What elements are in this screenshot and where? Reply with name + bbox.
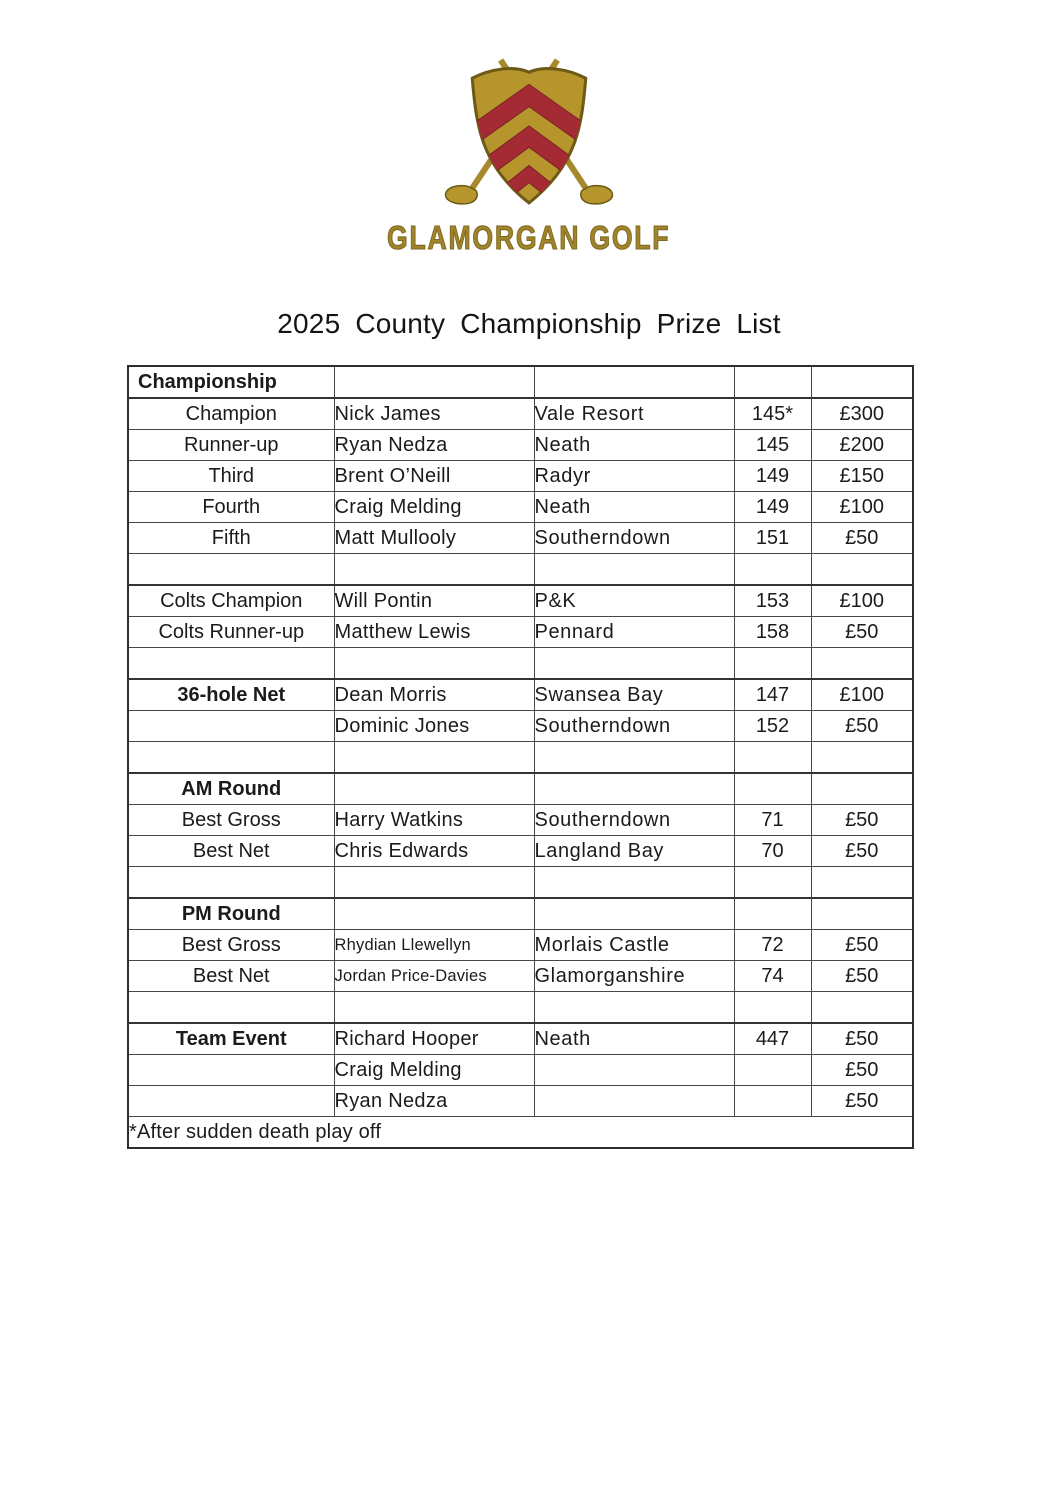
prize-cell xyxy=(811,898,913,930)
prize-cell: £50 xyxy=(811,1055,913,1086)
player-cell: Craig Melding xyxy=(334,1055,534,1086)
score-cell xyxy=(734,554,811,586)
score-cell: 145* xyxy=(734,398,811,430)
category-cell: Best Net xyxy=(128,961,334,992)
score-cell: 71 xyxy=(734,805,811,836)
player-cell xyxy=(334,898,534,930)
score-cell: 153 xyxy=(734,585,811,617)
category-cell: Team Event xyxy=(128,1023,334,1055)
score-cell: 72 xyxy=(734,930,811,961)
score-cell: 447 xyxy=(734,1023,811,1055)
score-cell: 70 xyxy=(734,836,811,867)
table-row xyxy=(128,836,913,867)
table-row xyxy=(128,492,913,523)
glamorgan-golf-crest-icon xyxy=(440,58,618,210)
table-row xyxy=(128,961,913,992)
score-cell: 151 xyxy=(734,523,811,554)
club-cell: Pennard xyxy=(534,617,734,648)
spacer-row xyxy=(128,648,913,680)
player-cell: Ryan Nedza xyxy=(334,430,534,461)
player-cell: Richard Hooper xyxy=(334,1023,534,1055)
player-cell: Dominic Jones xyxy=(334,711,534,742)
prize-cell: £50 xyxy=(811,930,913,961)
player-cell xyxy=(334,366,534,398)
table-row xyxy=(128,1023,913,1055)
table-row xyxy=(128,1086,913,1117)
club-cell: Southerndown xyxy=(534,805,734,836)
player-cell: Rhydian Llewellyn xyxy=(334,930,534,961)
player-cell: Matthew Lewis xyxy=(334,617,534,648)
player-cell: Dean Morris xyxy=(334,679,534,711)
table-row xyxy=(128,898,913,930)
table-row xyxy=(128,523,913,554)
club-cell xyxy=(534,366,734,398)
score-cell xyxy=(734,898,811,930)
spacer-row xyxy=(128,742,913,774)
category-cell xyxy=(128,711,334,742)
category-cell: Best Net xyxy=(128,836,334,867)
prize-cell xyxy=(811,366,913,398)
prize-cell: £100 xyxy=(811,585,913,617)
club-cell xyxy=(534,867,734,899)
table-row xyxy=(128,679,913,711)
club-cell: Neath xyxy=(534,430,734,461)
category-cell xyxy=(128,554,334,586)
prize-cell: £150 xyxy=(811,461,913,492)
club-cell: Vale Resort xyxy=(534,398,734,430)
logo xyxy=(0,58,1058,256)
club-cell xyxy=(534,773,734,805)
prize-cell xyxy=(811,648,913,680)
club-cell xyxy=(534,992,734,1024)
score-cell: 145 xyxy=(734,430,811,461)
category-cell: Best Gross xyxy=(128,805,334,836)
prize-cell xyxy=(811,554,913,586)
club-cell xyxy=(534,742,734,774)
club-cell xyxy=(534,554,734,586)
player-cell xyxy=(334,742,534,774)
prize-cell: £50 xyxy=(811,523,913,554)
spacer-row xyxy=(128,867,913,899)
club-cell xyxy=(534,898,734,930)
table-row xyxy=(128,773,913,805)
score-cell: 149 xyxy=(734,492,811,523)
table-row xyxy=(128,585,913,617)
category-cell xyxy=(128,648,334,680)
category-cell: 36-hole Net xyxy=(128,679,334,711)
category-cell xyxy=(128,867,334,899)
player-cell xyxy=(334,554,534,586)
category-cell: Championship xyxy=(128,366,334,398)
table-row xyxy=(128,1055,913,1086)
score-cell xyxy=(734,773,811,805)
category-cell: Colts Champion xyxy=(128,585,334,617)
player-cell: Will Pontin xyxy=(334,585,534,617)
prize-cell: £50 xyxy=(811,1086,913,1117)
category-cell xyxy=(128,1086,334,1117)
club-cell: Southerndown xyxy=(534,523,734,554)
category-cell: Colts Runner-up xyxy=(128,617,334,648)
score-cell: 149 xyxy=(734,461,811,492)
table-row xyxy=(128,398,913,430)
player-cell xyxy=(334,992,534,1024)
score-cell xyxy=(734,366,811,398)
table-row xyxy=(128,430,913,461)
spacer-row xyxy=(128,554,913,586)
club-cell: Southerndown xyxy=(534,711,734,742)
player-cell xyxy=(334,648,534,680)
prize-cell: £300 xyxy=(811,398,913,430)
prize-cell: £50 xyxy=(811,961,913,992)
club-cell: Langland Bay xyxy=(534,836,734,867)
score-cell xyxy=(734,867,811,899)
club-cell: Glamorganshire xyxy=(534,961,734,992)
club-cell: Radyr xyxy=(534,461,734,492)
page-title: 2025 County Championship Prize List xyxy=(277,308,781,339)
score-cell xyxy=(734,992,811,1024)
club-cell: Swansea Bay xyxy=(534,679,734,711)
prize-cell: £50 xyxy=(811,711,913,742)
club-cell xyxy=(534,1055,734,1086)
table-row xyxy=(128,617,913,648)
footnote-text: *After sudden death play off xyxy=(128,1117,913,1149)
player-cell xyxy=(334,867,534,899)
spacer-row xyxy=(128,992,913,1024)
player-cell: Ryan Nedza xyxy=(334,1086,534,1117)
prize-table xyxy=(127,365,914,1149)
table-row xyxy=(128,930,913,961)
table-row xyxy=(128,366,913,398)
prize-cell: £200 xyxy=(811,430,913,461)
footnote-row xyxy=(128,1117,913,1149)
category-cell: Champion xyxy=(128,398,334,430)
category-cell: Fifth xyxy=(128,523,334,554)
club-cell: Neath xyxy=(534,492,734,523)
category-cell: PM Round xyxy=(128,898,334,930)
prize-cell xyxy=(811,742,913,774)
score-cell: 158 xyxy=(734,617,811,648)
category-cell: Runner-up xyxy=(128,430,334,461)
prize-cell: £50 xyxy=(811,617,913,648)
score-cell: 147 xyxy=(734,679,811,711)
player-cell: Brent O’Neill xyxy=(334,461,534,492)
category-cell: Third xyxy=(128,461,334,492)
logo-wordmark: GLAMORGAN GOLF xyxy=(387,218,671,257)
club-cell: Neath xyxy=(534,1023,734,1055)
club-cell xyxy=(534,648,734,680)
prize-cell: £50 xyxy=(811,836,913,867)
prize-table-body xyxy=(128,366,913,1148)
player-cell: Matt Mullooly xyxy=(334,523,534,554)
club-cell: Morlais Castle xyxy=(534,930,734,961)
club-cell xyxy=(534,1086,734,1117)
table-row xyxy=(128,461,913,492)
score-cell: 74 xyxy=(734,961,811,992)
score-cell xyxy=(734,1086,811,1117)
player-cell: Nick James xyxy=(334,398,534,430)
player-cell: Chris Edwards xyxy=(334,836,534,867)
category-cell: Best Gross xyxy=(128,930,334,961)
category-cell xyxy=(128,1055,334,1086)
player-cell: Harry Watkins xyxy=(334,805,534,836)
player-cell xyxy=(334,773,534,805)
category-cell: Fourth xyxy=(128,492,334,523)
category-cell: AM Round xyxy=(128,773,334,805)
table-row xyxy=(128,805,913,836)
category-cell xyxy=(128,992,334,1024)
prize-cell xyxy=(811,773,913,805)
club-cell: P&K xyxy=(534,585,734,617)
table-row xyxy=(128,711,913,742)
prize-cell: £50 xyxy=(811,805,913,836)
score-cell: 152 xyxy=(734,711,811,742)
score-cell xyxy=(734,648,811,680)
prize-cell xyxy=(811,992,913,1024)
prize-cell: £100 xyxy=(811,679,913,711)
prize-cell xyxy=(811,867,913,899)
player-cell: Jordan Price-Davies xyxy=(334,961,534,992)
score-cell xyxy=(734,742,811,774)
prize-cell: £100 xyxy=(811,492,913,523)
score-cell xyxy=(734,1055,811,1086)
category-cell xyxy=(128,742,334,774)
prize-cell: £50 xyxy=(811,1023,913,1055)
player-cell: Craig Melding xyxy=(334,492,534,523)
